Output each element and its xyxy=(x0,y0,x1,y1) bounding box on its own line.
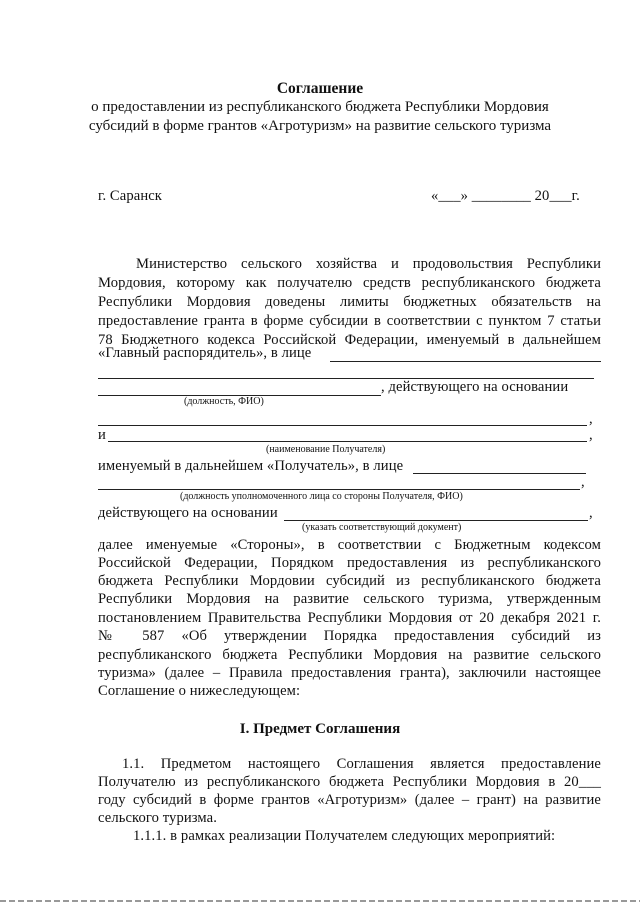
paragraph-2-line-6: № 587 «Об утверждении Порядка предоставления субсидий из xyxy=(98,628,601,644)
section-1-1-line-2: Получателю из республиканского бюджета Республики Мордовия в 20___ xyxy=(98,774,601,790)
comma: , xyxy=(589,427,593,443)
comma: , xyxy=(589,505,593,521)
paragraph-1-line-6: «Главный распорядитель», в лице xyxy=(98,345,312,361)
paragraph-1-line-5: 78 Бюджетного кодекса Российской Федерации, именуемый в дальнейшем xyxy=(98,332,601,348)
scan-edge xyxy=(0,900,640,902)
section-1-1-line-3: году субсидий в форме грантов «Агротуризм» (далее – грант) на развитие xyxy=(98,792,601,808)
section-1-1-line-1: 1.1. Предметом настоящего Соглашения является предоставление xyxy=(122,756,601,772)
paragraph-2-line-3: бюджета Республики Мордовии субсидий из республиканского бюджета xyxy=(98,573,601,589)
section-1-1-1-text: 1.1.1. в рамках реализации Получателем следующих мероприятий: xyxy=(133,828,556,844)
document-subtitle-line-1: о предоставлении из республиканского бюджета Республики Мордовия xyxy=(91,99,549,115)
and-label: и xyxy=(98,427,106,443)
paragraph-1-line-3: Республики Мордовия доведены лимиты бюджетных обязательств на xyxy=(98,294,601,310)
section-1-heading: I. Предмет Соглашения xyxy=(239,721,401,737)
blank-line xyxy=(108,441,587,442)
paragraph-2-line-5: постановлением Правительства Республики Мордовия от 20 декабря 2021 г. xyxy=(98,610,601,626)
paragraph-2-line-2: Российской Федерации, Порядком предоставления из республиканского xyxy=(98,555,601,571)
paragraph-1-line-4: предоставление гранта в форме субсидии в соответствии с пунктом 7 статьи xyxy=(98,313,601,329)
blank-line xyxy=(413,473,586,474)
acting-basis-text: , действующего на основании xyxy=(381,379,569,395)
comma: , xyxy=(589,411,593,427)
document-title: Соглашение xyxy=(276,80,364,97)
caption-authorized-person: (должность уполномоченного лица со стороны Получателя, ФИО) xyxy=(180,491,463,502)
date-field: «___» ________ 20___г. xyxy=(431,188,580,204)
paragraph-1-line-1: Министерство сельского хозяйства и продовольствия Республики xyxy=(136,256,601,272)
paragraph-2-line-8: туризма» (далее – Правила предоставления гранта), заключили настоящее xyxy=(98,665,601,681)
blank-line xyxy=(330,361,601,362)
paragraph-2-line-1: далее именуемые «Стороны», в соответствии с Бюджетным кодексом xyxy=(98,537,601,553)
caption-position-name: (должность, ФИО) xyxy=(184,396,264,407)
paragraph-2-line-9: Соглашение о нижеследующем: xyxy=(98,683,301,699)
caption-recipient: (наименование Получателя) xyxy=(266,444,386,455)
recipient-named-text: именуемый в дальнейшем «Получатель», в лице xyxy=(98,458,404,474)
comma: , xyxy=(581,474,585,490)
blank-line xyxy=(98,489,580,490)
paragraph-2-line-7: республиканского бюджета Республики Мордовия на развитие сельского xyxy=(98,647,601,663)
caption-document: (указать соответствующий документ) xyxy=(302,522,462,533)
document-subtitle-line-2: субсидий в форме грантов «Агротуризм» на развитие сельского туризма xyxy=(88,118,552,134)
city: г. Саранск xyxy=(98,188,162,204)
blank-line xyxy=(284,520,588,521)
acting-basis-2-text: действующего на основании xyxy=(98,505,278,521)
paragraph-2-line-4: Республики Мордовия на развитие сельского туризма, утвержденным xyxy=(98,591,601,607)
blank-line xyxy=(98,425,587,426)
section-1-1-line-4: сельского туризма. xyxy=(98,810,217,826)
paragraph-1-line-2: Мордовия, которому как получателю средств республиканского бюджета xyxy=(98,275,601,291)
